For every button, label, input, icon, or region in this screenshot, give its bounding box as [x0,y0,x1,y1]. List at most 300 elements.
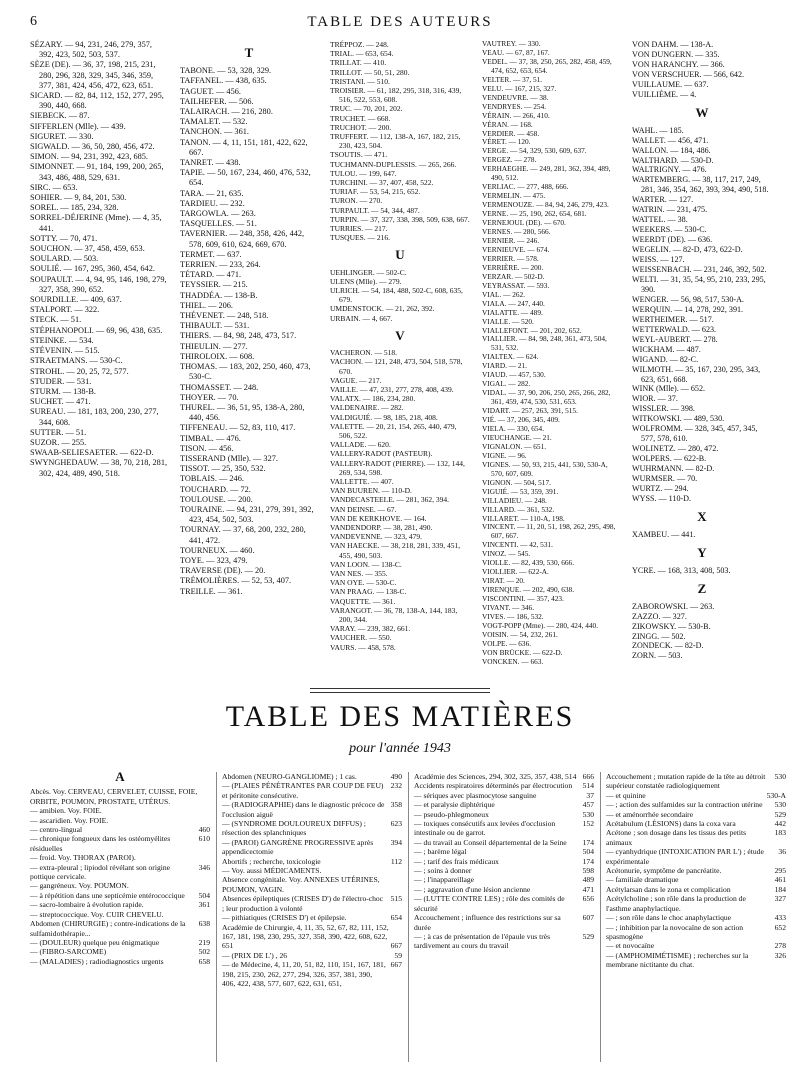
subject-page: 598 [582,866,594,876]
author-entry: WATRIN. — 231, 475. [632,205,708,215]
author-entry: TABONE. — 53, 328, 329. [180,66,272,76]
author-entry: TURRIES. — 217. [330,224,388,234]
subject-text: — et novocaïne [606,941,655,951]
subject-entry [414,847,594,856]
author-entry: TOYE. — 323, 479. [180,555,248,565]
author-entry: WURMSER. — 70. [632,474,698,484]
author-entry: VALDENAIRE. — 282. [330,403,404,413]
author-entry: TRISTANI. — 510. [330,76,390,86]
author-entry: SUREAU. — 181, 183, 200, 230, 277, 344, 608. [30,407,159,427]
subject-page: 658 [198,956,210,966]
subject-text: Absence congénitale. Voy. ANNEXES UTÉRINES, POUMON, VAGIN. [222,875,380,894]
author-entry: WICKHAM. — 487. [632,344,701,354]
subject-text: Abdomen (CHIRURGIE) ; contre-indications de la sulfamidothérapie... [30,919,186,938]
author-entry: VERNIER. — 246. [482,235,540,245]
author-entry: VALETTE. — 20, 21, 154, 265, 440, 479, 506, 522. [330,421,457,440]
author-entry: VELTER. — 37, 51. [482,74,543,84]
author-entry: SWYNGHEDAUW. — 38, 70, 218, 281, 302, 424, 489, 490, 518. [30,458,168,478]
subject-entry [414,781,594,790]
subject-entry [222,772,402,781]
author-entry: VOGT-POPP (Mme). — 280, 424, 440. [482,620,599,630]
author-entry: ZORN. — 503. [632,651,683,661]
author-entry: VÉRAIN. — 266, 410. [482,110,550,120]
subject-entry [222,913,402,922]
author-entry: STÉPHANOPOLI. — 69, 96, 438, 635. [30,325,163,335]
page-header [30,14,770,36]
author-entry: VARAY. — 239, 382, 661. [330,624,411,634]
subject-text: Acétylarsan dans le zona et complication [606,884,731,894]
subject-page: 656 [582,894,594,904]
author-entry: STUDER. — 531. [30,376,92,386]
author-entry: VIGNES. — 50, 93, 215, 441, 530, 530-A, 570, 607, 609. [482,459,608,478]
author-entry: VIVANT. — 346. [482,603,535,613]
subject-entry [30,853,210,862]
subject-page: 504 [582,847,594,857]
subject-text: — et quinine [606,790,646,800]
subject-text: — (MALADIES) ; radiodiagnostics urgents [30,956,164,966]
subject-text: — sacro-lombaire à évolution rapide. [30,900,144,910]
author-entry: VIGNALON. — 651. [482,441,547,451]
author-entry: VUILLAUME. — 637. [632,79,709,89]
author-entry: WOLPERS. — 622-B. [632,454,707,464]
subject-page: 59 [394,950,402,960]
author-entry: TAVERNIER. — 248, 358, 426, 442, 578, 609, 610, 624, 669, 670. [180,229,305,249]
author-entry: VIÉ. — 37, 206, 345, 409. [482,415,560,425]
subject-page: 638 [198,919,210,929]
subject-page: 326 [774,950,786,960]
subject-page: 654 [390,913,402,923]
subject-entry [30,816,210,825]
author-entry: VERMENOUZE. — 84, 94, 246, 279, 423. [482,200,609,210]
author-entry: TAPIE. — 50, 167, 234, 460, 476, 532, 654. [180,168,311,188]
subject-page: 174 [582,856,594,866]
subject-entry [606,894,786,913]
author-entry: VINCENTI. — 42, 531. [482,540,553,550]
subject-page: 667 [390,960,402,970]
subject-text: Accidents respiratoires déterminés par électrocution [414,781,573,791]
subject-text: — extra-pleural ; lipiodol révélant son origine pottique cervicale. [30,862,171,882]
author-entry: YCRE. — 168, 313, 408, 503. [632,565,731,575]
author-entry: VIRAT. — 20. [482,576,525,586]
author-entry: WINK (Mlle). — 652. [632,384,706,394]
author-entry: VÉRAN. — 168. [482,119,533,129]
author-entry: TRILLOT. — 50, 51, 280. [330,67,410,77]
subject-text: — toxiques consécutifs aux levées d'occlusion intestinale ou de garrot. [414,819,556,838]
author-entry: THIERS. — 84, 98, 248, 473, 517. [180,331,297,341]
author-entry: WARTER. — 127. [632,195,694,205]
author-column-4 [482,40,620,667]
subject-text: — pseudo-phlegmoneux [414,809,489,819]
author-entry: UMDENSTOCK. — 21, 262, 392. [330,304,435,314]
author-entry: TISSOT. — 25, 350, 532. [180,464,266,474]
subject-text: — et aménorrhée secondaire [606,809,694,819]
author-entry: WIGAND. — 82-C. [632,354,699,364]
author-entry: VANDEVENNE. — 323, 479. [330,532,422,542]
author-entry: VANDENDORP. — 38, 281, 490. [330,522,433,532]
subject-text: — chronique fongueux dans les ostéomyélites résiduelles [30,834,171,853]
subject-text: Académie des Sciences, 294, 302, 325, 357, 438, 514 [414,772,577,781]
author-entry: VILLADIEU. — 248. [482,495,547,505]
author-entry: VEYRASSAT. — 593. [482,280,550,290]
author-entry: WELTI. — 31, 35, 54, 95, 210, 233, 295, 390. [632,274,766,294]
author-entry: TISSERAND (Mlle). — 327. [180,453,278,463]
subject-entry [606,941,786,950]
author-entry: VON VERSCHUER. — 566, 642. [632,69,745,79]
author-entry: TIFFENEAU. — 52, 83, 110, 417. [180,423,296,433]
author-entry: THIEL. — 206. [180,300,233,310]
author-entry: SIEBECK. — 87. [30,111,90,121]
subject-entry [30,881,210,890]
author-entry: VIAL. — 262. [482,289,525,299]
author-entry: STEINKE. — 534. [30,335,94,345]
author-entry: VERMELIN. — 475. [482,191,546,201]
subject-entry [30,806,210,815]
subject-page: 295 [774,866,786,876]
author-entry: WYSS. — 110-D. [632,493,692,503]
author-entry: VAURS. — 458, 578. [330,642,396,652]
subject-text: — gangréneux. Voy. POUMON. [30,881,129,891]
subject-page: 346 [198,862,210,872]
author-entry: TANCHON. — 361. [180,127,249,137]
subject-text: — cyanhydrique (INTOXICATION PAR L') ; étude expérimentale [606,847,764,866]
author-entry: VIALTEX. — 624. [482,352,539,362]
author-entry: VAN HAECKE. — 38, 218, 281, 339, 451, 455, 490, 503. [330,541,461,560]
subject-entry [606,819,786,828]
subject-page: 529 [774,809,786,819]
subject-entry [30,957,210,966]
subject-entry [30,891,210,900]
author-entry: VONCKEN. — 663. [482,656,544,666]
subject-entry [222,875,402,894]
subject-text: — (DOULEUR) quelque peu énigmatique [30,937,160,947]
author-entry: VERHAEGHE. — 249, 281, 362, 394, 489, 490, 512. [482,164,611,183]
author-entry: VON DAHM. — 138-A. [632,40,714,49]
author-entry: VOLPE. — 636. [482,638,532,648]
subject-page: 666 [582,772,594,781]
author-entry: VIDART. — 257, 263, 391, 515. [482,406,578,416]
subject-text: — ; barème légal [414,847,467,857]
author-entry: WEERDT (DE). — 636. [632,235,713,245]
subject-page: 37 [586,790,594,800]
subject-entry [414,800,594,809]
author-entry: THUREL. — 36, 51, 95, 138-A, 280, 440, 456. [180,402,305,423]
subject-entry [222,800,402,819]
author-entry: SOUPAULT. — 4, 94, 95, 146, 198, 279, 327, 358, 390, 652. [30,274,167,294]
author-entry: VÉRET. — 120. [482,137,531,147]
author-entry: VINOZ. — 545. [482,549,531,559]
subject-entry [606,828,786,847]
author-entry: VIARD. — 21. [482,361,527,371]
author-entry: WEISSENBACH. — 231, 246, 392, 502. [632,265,767,275]
author-entry: STROHL. — 20, 25, 72, 577. [30,366,129,376]
subject-text: Acétone ; son dosage dans les tissus des petits animaux [606,828,747,847]
author-entry: TSOUTIS. — 471. [330,150,388,160]
author-column-1 [30,40,168,479]
subject-text: — du travail au Conseil départemental de la Seine [414,837,567,847]
subject-text: Académie de Chirurgie, 4, 11, 35, 52, 67, 82, 111, 152, 167, 181, 198, 230, 295, 327, 358, 390, 422, 608, 622, [222,922,389,941]
author-entry: ZABOROWSKI. — 263. [632,601,715,611]
author-entry: SOULIÉ. — 167, 295, 360, 454, 642. [30,264,155,274]
author-entry: VALLADE. — 620. [330,440,391,450]
subject-page: 433 [774,913,786,923]
matieres-title: TABLE DES MATIÈRES [225,700,575,733]
author-entry: WALLON. — 184, 486. [632,145,711,155]
subject-text: — ascaridien. Voy. FOIE. [30,815,109,825]
author-entry: STÉVENIN. — 515. [30,346,100,356]
author-entry: WEYL-AUBERT. — 278. [632,334,718,344]
author-entry: VILLARET. — 110-A, 198. [482,513,565,523]
subject-text: Acétabulum (LÉSIONS) dans la coxa vara [606,819,736,829]
author-entry: VIVES. — 186, 532. [482,612,544,621]
subject-entry [222,781,402,800]
subject-page: 361 [198,900,210,910]
subject-column-1 [30,769,210,966]
subject-text: Abcès. Voy. CERVEAU, CERVELET, CUISSE, FOIE, ORBITE, POUMON, PROSTATE, UTÉRUS. [30,787,198,806]
author-entry: TOULOUSE. — 200. [180,494,253,504]
author-entry: TRAVERSE (DE). — 20. [180,566,266,576]
subject-page: 610 [198,834,210,844]
subject-page: 514 [582,781,594,791]
subject-entry [606,875,786,884]
author-entry: STALPORT. — 322. [30,305,100,315]
author-entry: VERNES. — 280, 566. [482,227,551,237]
subject-text: — ; soins à donner [414,866,472,876]
author-entry: WEEKERS. — 530-C. [632,225,707,235]
subject-entry [606,913,786,922]
author-entry: VALLETTE. — 407. [330,476,394,486]
author-entry: SOHIER. — 9, 84, 201, 530. [30,193,127,203]
author-entry: SOREL. — 185, 234, 328. [30,203,119,213]
author-entry: SIRC. — 653. [30,182,78,192]
subject-entry [606,800,786,809]
author-entry: TUCHMANN-DUPLESSIS. — 265, 266. [330,159,457,169]
author-entry: THIROLOIX. — 608. [180,351,255,361]
author-entry: SWAAB-SELIESAETER. — 622-D. [30,448,154,458]
subject-page: 490 [390,772,402,781]
author-entry: VERDIER. — 458. [482,128,540,138]
section-divider [310,688,490,693]
author-entry: VACHON. — 121, 248, 473, 504, 518, 578, 670. [330,357,463,376]
subject-entry [30,834,210,853]
subject-entry [606,791,786,800]
subject-text: — (SYNDROME DOULOUREUX DIFFUS) ; résection des splanchniques [222,819,366,838]
author-entry: TANON. — 4, 11, 151, 181, 422, 622, 667. [180,137,308,157]
author-entry: TOURAINE. — 94, 231, 279, 391, 392, 423, 454, 502, 503. [180,504,314,525]
author-entry: VAN LOON. — 138-C. [330,559,402,569]
author-entry: SIMON. — 94, 231, 392, 423, 685. [30,152,149,162]
author-entry: SUZOR. — 255. [30,437,87,447]
author-entry: ULRICH. — 54, 184, 488, 502-C, 608, 635, 679. [330,286,463,305]
subject-text: Abdomen (NEURO-GANGLIOME) ; 1 cas. [222,772,357,781]
author-entry: VIELA. — 330, 654. [482,423,545,433]
author-entry: WURTZ. — 294. [632,483,689,493]
author-entry: VALDIGUIÉ. — 98, 185, 218, 408. [330,412,438,422]
author-entry: VENDEUVRE. — 38. [482,92,549,102]
author-entry: WETTERWALD. — 623. [632,324,717,334]
subject-page: 530-A [766,790,786,800]
subject-text: — (PAROI) GANGRÈNE PROGRESSIVE après appendicectomie [222,837,374,857]
author-entry: SÉZARY. — 94, 231, 246, 279, 357, 392, 423, 502, 503, 537. [30,40,153,60]
section-letter: U [395,247,405,263]
author-entry: TRÉPPOZ. — 248. [330,40,389,49]
author-entry: VIALLIER. — 84, 98, 248, 361, 473, 504, 531, 532. [482,334,607,353]
subject-entry [606,885,786,894]
author-entry: TURCHINI. — 37, 407, 458, 522. [330,178,434,188]
author-entry: VILLARD. — 361, 532. [482,504,555,514]
author-entry: VIRENQUE. — 202, 490, 638. [482,585,575,595]
subject-entry [222,923,402,942]
subject-entry [30,825,210,834]
author-entry: WERQUIN. — 14, 278, 292, 391. [632,304,744,314]
subject-entry [606,951,786,970]
subject-entry [222,838,402,857]
author-entry: VACHERON. — 518. [330,348,397,358]
subject-entry [30,947,210,956]
author-entry: TURPAULT. — 54, 344, 487. [330,205,420,215]
subject-entry [414,932,594,951]
author-entry: SOURDILLE. — 409, 637. [30,295,122,305]
author-entry: WENGER. — 56, 98, 517, 530-A. [632,294,744,304]
author-entry: VERGE. — 54, 329, 530, 609, 637. [482,146,587,156]
author-entry: SIFFERLEN (Mlle). — 439. [30,121,126,131]
subject-entry [222,960,402,988]
subject-page: 36 [778,847,786,857]
author-entry: TREILLE. — 361. [180,586,243,596]
author-entry: WILMOTH. — 35, 167, 230, 295, 343, 623, 651, 668. [632,364,761,384]
author-entry: STRAETMANS. — 530-C. [30,356,123,366]
author-entry: TAILHEFER. — 506. [180,96,254,106]
subject-text: — ; inhibition par la novocaïne de son action spasmogène [606,922,744,941]
subject-entry [606,847,786,866]
subject-page: 358 [390,800,402,810]
subject-entry [414,810,594,819]
author-entry: TARA. — 21, 635. [180,188,244,198]
author-entry: VIGAL. — 282. [482,379,531,389]
subject-entry [606,772,786,791]
author-entry: TROISIER. — 61, 182, 295, 318, 316, 439, 516, 522, 553, 608. [330,86,462,105]
subject-index [30,769,786,1072]
author-entry: TERRIEN. — 233, 264. [180,260,261,270]
author-entry: WISSLER. — 398. [632,404,695,414]
author-entry: VAN DEINSE. — 67. [330,504,397,514]
subject-entry [414,875,594,884]
author-entry: VIGNON. — 504, 517. [482,477,551,487]
author-entry: VON BRÜCKE. — 622-D. [482,647,563,657]
subject-page: 515 [390,894,402,904]
author-entry: TANRET. — 438. [180,158,241,168]
author-entry: SORREL-DÉJERINE (Mme). — 4, 35, 441. [30,213,162,233]
subject-entry [222,951,402,960]
subject-entry [222,857,402,866]
subject-page: 652 [774,922,786,932]
author-entry: TARDIEU. — 232. [180,198,245,208]
subject-page: 623 [390,819,402,829]
subject-text: — à répétition dans une septicémie entérococcique [30,890,185,900]
subject-page: 232 [390,781,402,791]
author-entry: VARANGOT. — 36, 78, 138-A, 144, 183, 200, 344. [330,605,458,624]
author-entry: THOYER. — 70. [180,392,239,402]
author-entry: VIALA. — 247, 440. [482,298,545,308]
author-entry: VALLERY-RADOT (PIERRE). — 132, 144, 269, 534, 598. [330,458,465,477]
subject-entry [30,900,210,909]
author-entry: VON DUNGERN. — 335. [632,49,720,59]
subject-text: — streptococcique. Voy. CUIR CHEVELU. [30,909,164,919]
author-entry: VAN OYE. — 530-C. [330,578,397,588]
author-entry: ZAZZO. — 327. [632,611,687,621]
author-entry: WOLFROMM. — 328, 345, 457, 345, 577, 578, 610. [632,424,758,444]
subject-text: — ; à cas de présentation de l'épaule vus très tardivement au cours du travail [414,931,551,951]
author-entry: THÉVENET. — 248, 518. [180,311,269,321]
subject-text: Acétylcholine ; son rôle dans la production de l'asthme anaphylactique. [606,894,746,913]
author-entry: VIALATTE. — 489. [482,307,543,317]
author-entry: ULENS (Mlle). — 279. [330,276,402,286]
subject-page: 174 [582,837,594,847]
author-entry: VAUCHER. — 550. [330,633,392,643]
author-entry: WERTHEIMER. — 517. [632,314,714,324]
author-entry: VEAU. — 67, 87, 167. [482,47,550,57]
author-entry: VIOLLE. — 82, 439, 530, 666. [482,558,575,568]
author-entry: THADDÉA. — 138-B. [180,290,258,300]
author-entry: TARGOWLA. — 263. [180,209,256,219]
author-entry: VAQUETTE. — 361. [330,596,396,606]
section-letter: A [115,769,125,784]
author-entry: TRILLAT. — 410. [330,58,387,68]
author-entry: VIEUCHANGE. — 21. [482,432,552,442]
matieres-subtitle: pour l'année 1943 [349,741,451,756]
section-letter: Z [697,580,707,596]
author-entry: VERNEJOUL (DE). — 670. [482,218,566,228]
author-entry: WARTEMBERG. — 38, 117, 217, 249, 281, 346, 354, 362, 393, 394, 490, 518. [632,175,769,195]
author-entry: VEDEL. — 37, 38, 250, 265, 282, 458, 459, 474, 652, 653, 654. [482,56,612,75]
subject-text: — ; aggravation d'une lésion ancienne [414,884,531,894]
author-entry: VERRIER. — 578. [482,253,539,263]
author-entry: TAFFANEL. — 438, 635. [180,76,267,86]
subject-text: — amibien. Voy. FOIE. [30,806,102,816]
author-entry: VUILLIÈME. — 4. [632,89,697,99]
subject-entry [30,919,210,938]
subject-entry [414,885,594,894]
author-entry: TOBLAIS. — 246. [180,474,244,484]
subject-entry [606,923,786,942]
subject-text: — ; tarif des frais médicaux [414,856,499,866]
author-entry: WAHL. — 185. [632,125,684,135]
author-entry: VERZAR. — 502-D. [482,271,545,281]
author-entry: TURON. — 270. [330,196,383,206]
subject-column-4 [606,772,786,970]
author-index [30,40,775,670]
author-entry: ZONDECK. — 82-D. [632,641,704,651]
author-entry: TALAIRACH. — 216, 280. [180,107,273,117]
subject-page: 502 [198,947,210,957]
author-entry: SUTTER. — 51. [30,427,87,437]
author-entry: SIGWALD. — 36, 50, 280, 456, 472. [30,142,155,152]
author-entry: TRÉMOLIÈRES. — 52, 53, 407. [180,576,292,586]
subject-entry [414,772,594,781]
subject-entry [30,938,210,947]
author-entry: VIGNE. — 96. [482,450,527,460]
section-letter: X [697,508,707,524]
author-entry: UEHLINGER. — 502-C. [330,267,407,277]
subject-text: — (LUTTE CONTRE LES) ; rôle des comités de sécurité [414,894,565,913]
author-entry: VALATX. — 186, 234, 280. [330,394,416,404]
author-entry: THOMAS. — 183, 202, 250, 460, 473, 530-C. [180,362,311,382]
author-entry: WEGELIN. — 82-D, 473, 622-D. [632,245,743,255]
subject-column-2 [222,772,402,988]
subject-text: — froid. Voy. THORAX (PAROI). [30,853,136,863]
author-entry: VIAUD. — 457, 530. [482,370,546,380]
subject-page: 607 [582,913,594,923]
author-column-5 [632,40,772,661]
